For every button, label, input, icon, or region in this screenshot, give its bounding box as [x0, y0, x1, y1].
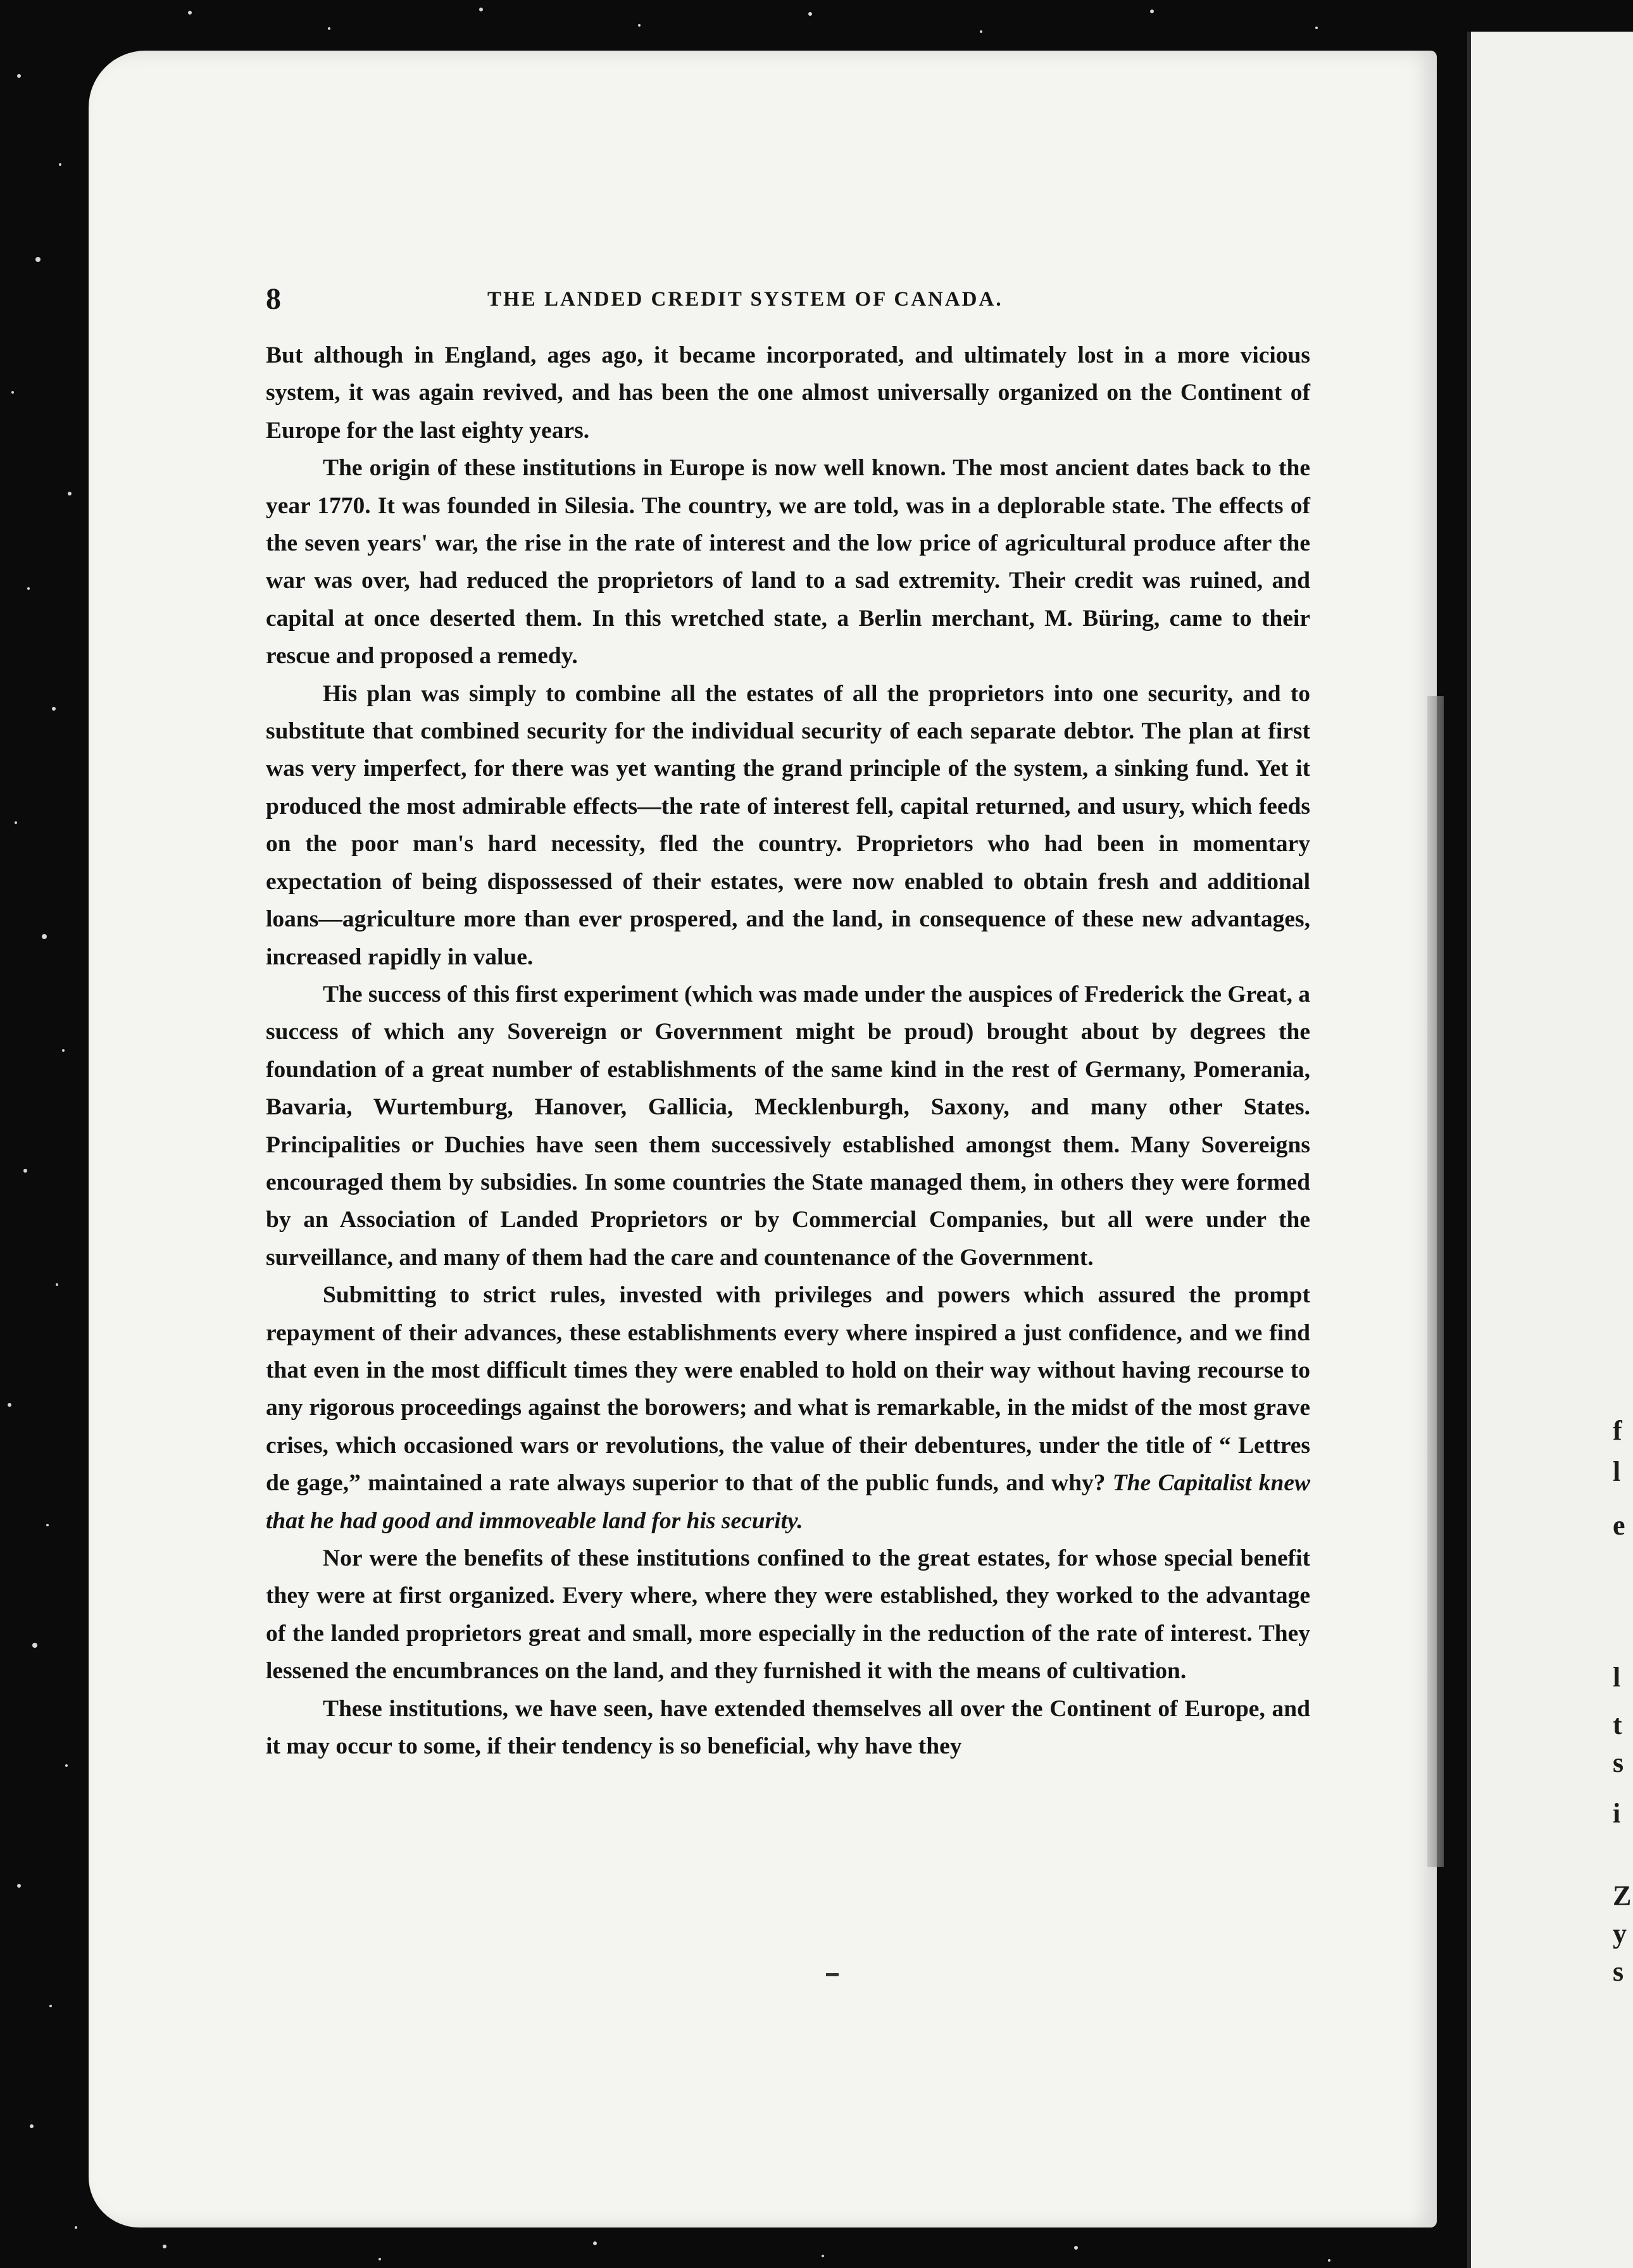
paragraph: But although in England, ages ago, it became incorporated, and ultimately lost in a more vicious system, it was again revived, and has been the one almost universally organized on the Continent of Europe for the last eighty years.: [266, 342, 1310, 444]
paragraph: The success of this first experiment (which was made under the auspices of Frederick the Great, a success of which any Sovereign or Government might be proud) brought about by degrees the foundation of a great number of establishments of the same kind in the rest of Germany, Pomerania, Bavaria, Wurtemburg, Hanover, Gallicia, Mecklenburgh, Saxony, and many other States. Principalities or Duchies have seen them successively established amongst them. Many Sovereigns encouraged them by subsidies. In some countries the State managed them, in others they were formed by an Association of Landed Proprietors or by Commercial Companies, but all were under the surveillance, and many of them had the care and countenance of the Government.: [266, 981, 1310, 1271]
page-number: 8: [266, 282, 281, 316]
paragraph: Nor were the benefits of these institutions confined to the great estates, for whose special benefit they were at first organized. Every where, where they were established, they worked to the advantage of the landed proprietors great and small, more especially in the reduction of the rate of interest. They lessened the encumbrances on the land, and they furnished it with the means of cultivation.: [266, 1545, 1310, 1685]
paragraph: The origin of these institutions in Europe is now well known. The most ancient dates back to the year 1770. It was founded in Silesia. The country, we are told, was in a deplorable state. The effects of the seven years' war, the rise in the rate of interest and the low price of agricultural produce after the war was over, had reduced the proprietors of land to a sad extremity. Their credit was ruined, and capital at once deserted them. In this wretched state, a Berlin merchant, M. Büring, came to their rescue and proposed a remedy.: [266, 455, 1310, 670]
page-gutter-shadow: [1427, 696, 1444, 1867]
paragraph: These institutions, we have seen, have extended themselves all over the Continent of Europe, and it may occur to some, if their tendency is so beneficial, why have they: [266, 1695, 1310, 1760]
adjacent-page-letter: Z: [1613, 1880, 1632, 1911]
italic-emphasis: The Capitalist knew that he had good and immoveable land for his security.: [266, 1470, 1310, 1534]
paragraph-text: Submitting to strict rules, invested with privileges and powers which assured the prompt repayment of their advances, these establishments every where inspired a just confidence, and we find that even in the most difficult times they were enabled to hold on their way without having recourse to any rigorous proceedings against the borowers; and what is remarkable, in the midst of the most grave crises, which occasioned wars or revolutions, the value of their debentures, under the title of “ Lettres de gage,” maintained a rate always superior to that of the public funds, and why?: [266, 1282, 1310, 1497]
adjacent-page-letter: i: [1613, 1798, 1621, 1829]
adjacent-page-letter: s: [1613, 1956, 1624, 1987]
adjacent-page-letter: e: [1613, 1510, 1625, 1541]
adjacent-page-letter: y: [1613, 1918, 1627, 1949]
adjacent-page-letter: l: [1613, 1456, 1621, 1487]
adjacent-page-edge: [1467, 32, 1633, 2268]
footer-mark: [826, 1973, 839, 1976]
page-divider: [1467, 32, 1471, 2268]
page-header: [266, 282, 1310, 326]
running-title: THE LANDED CREDIT SYSTEM OF CANADA.: [487, 288, 1003, 311]
adjacent-page-letter: s: [1613, 1747, 1624, 1778]
adjacent-page-letter: t: [1613, 1709, 1622, 1740]
paragraph: [266, 1276, 1310, 1540]
adjacent-page-letter: l: [1613, 1662, 1621, 1693]
adjacent-page-letter: f: [1613, 1415, 1622, 1446]
paragraph: His plan was simply to combine all the estates of all the proprietors into one security, and to substitute that combined security for the individual security of each separate debtor. The plan at first was very imperfect, for there was yet wanting the grand principle of the system, a sinking fund. Yet it produced the most admirable effects—the rate of interest fell, capital returned, and usury, which feeds on the poor man's hard necessity, fled the country. Proprietors who had been in momentary expectation of being dispossessed of their estates, were now enabled to obtain fresh and additional loans—agriculture more than ever prospered, and the land, in consequence of these new advantages, increased rapidly in value.: [266, 680, 1310, 970]
page-body: [266, 337, 1310, 1765]
